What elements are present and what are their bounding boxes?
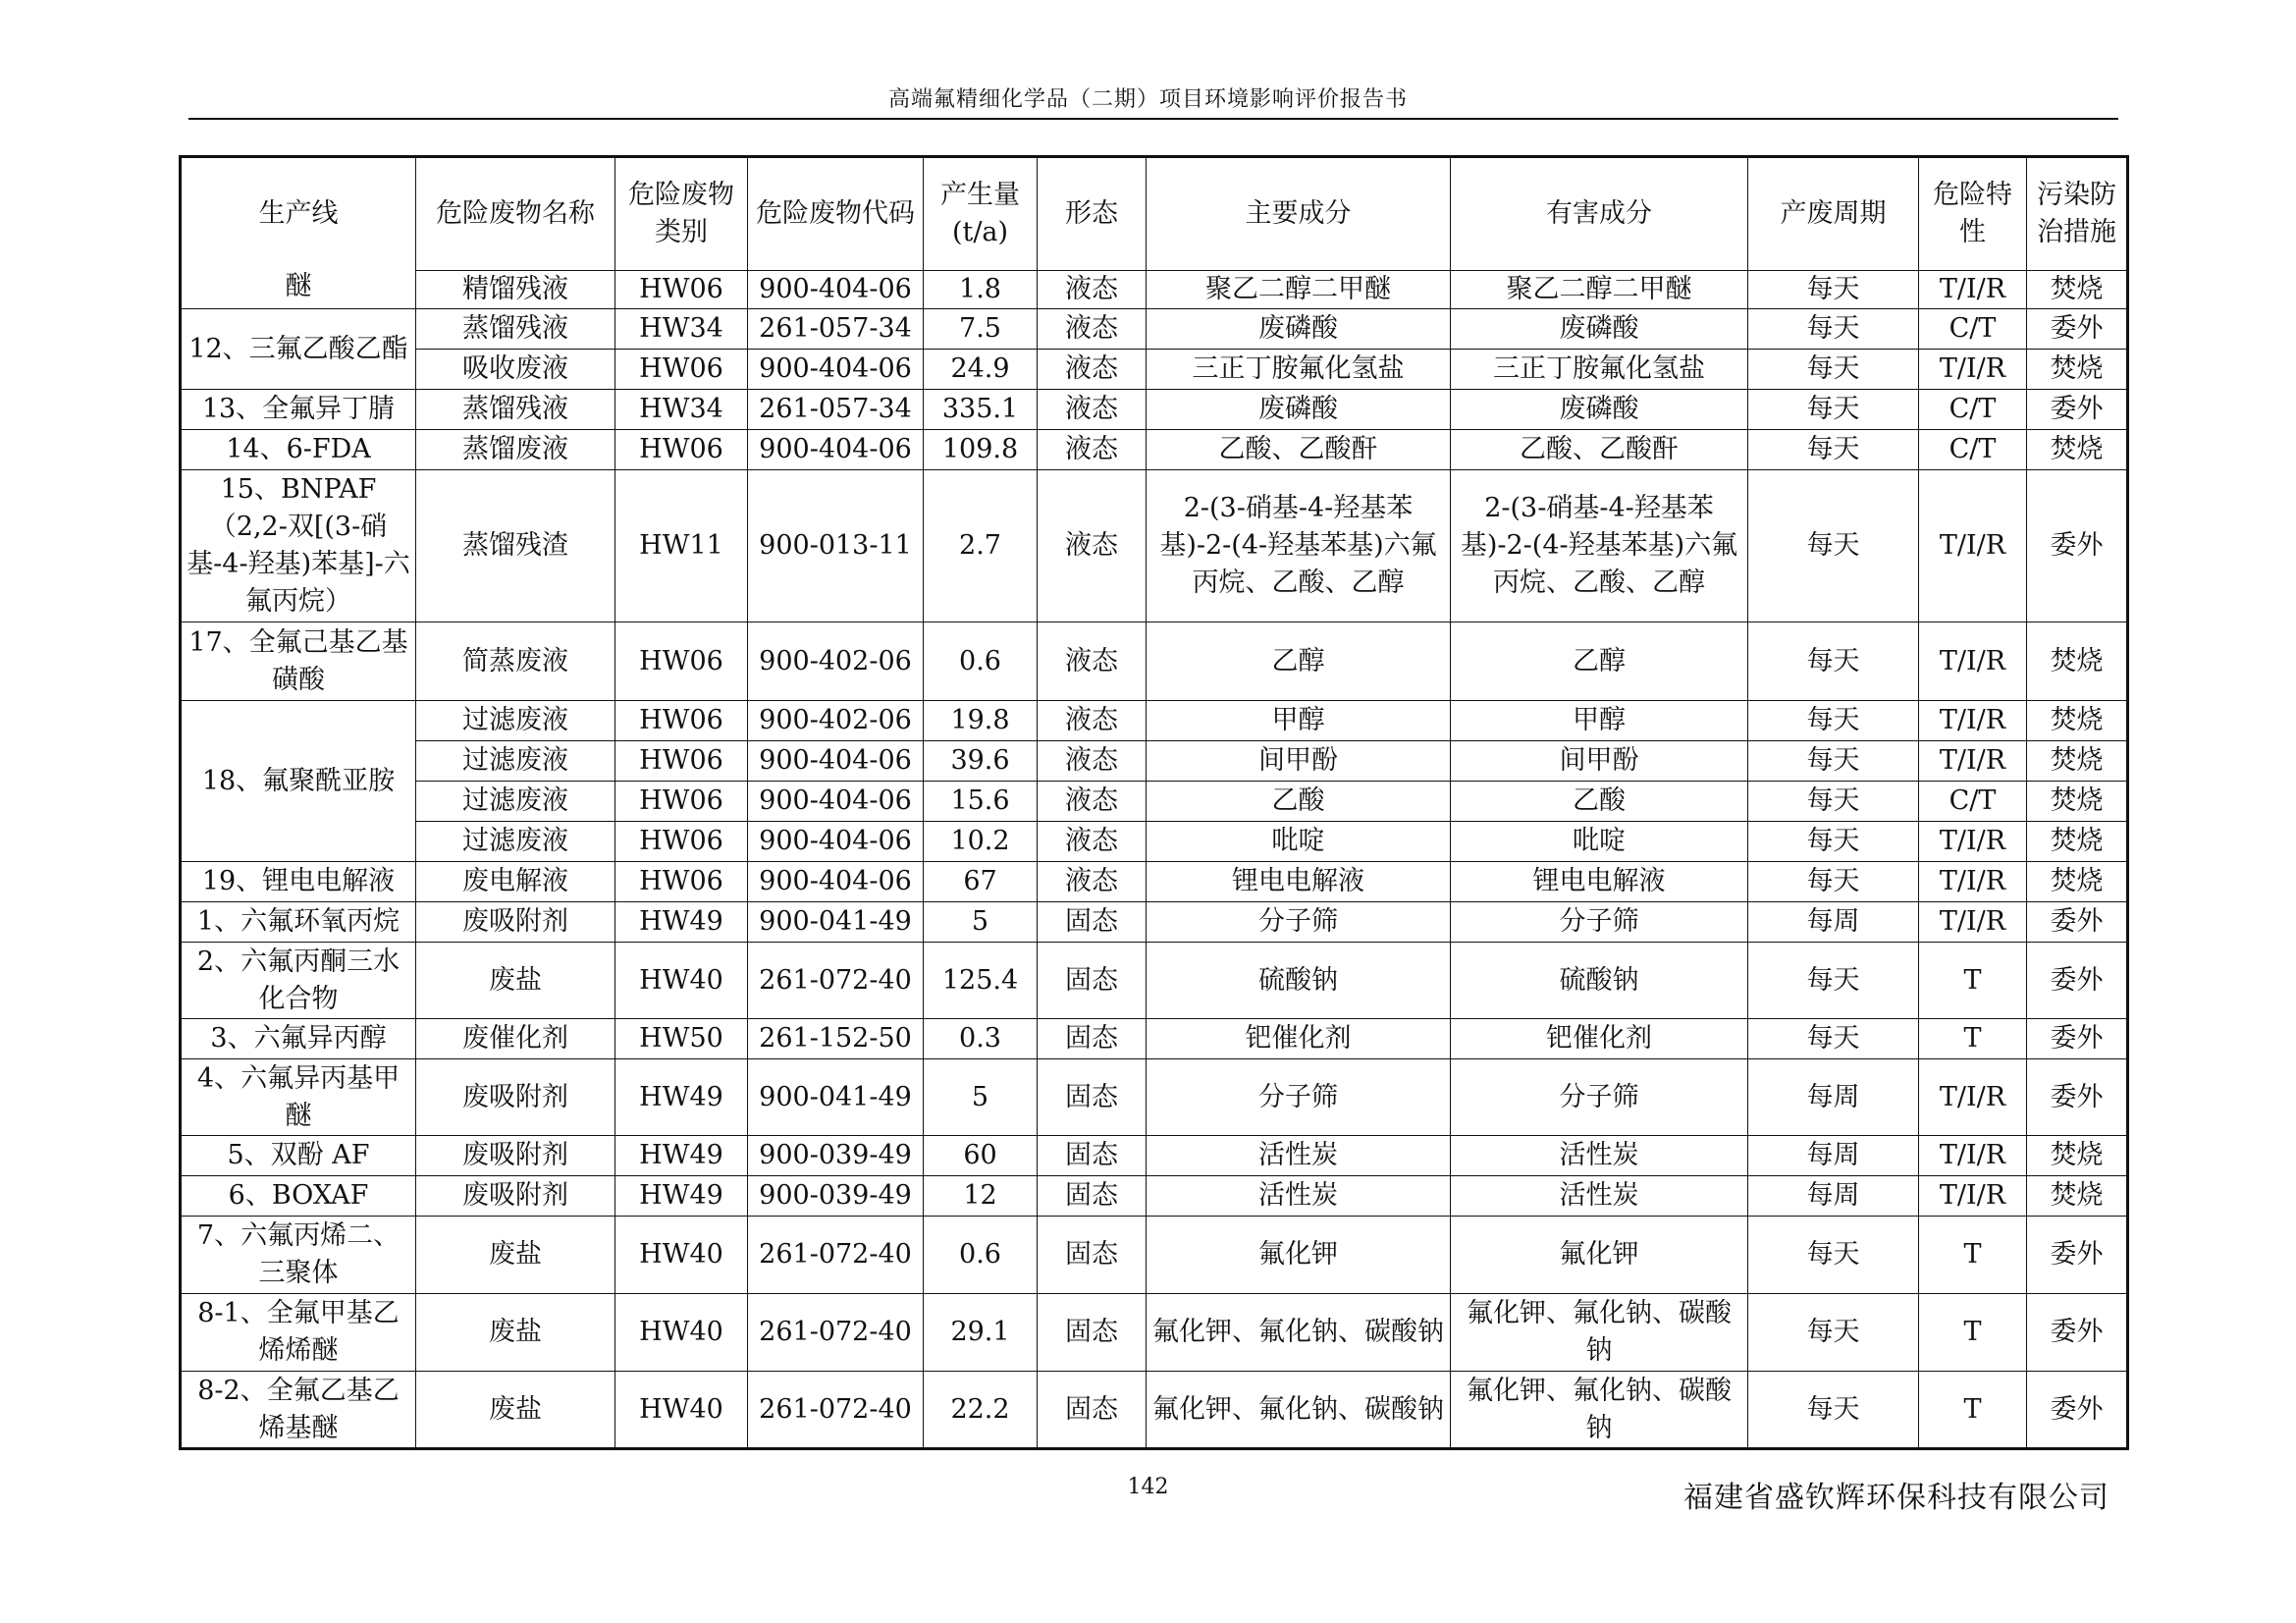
cell-hazard: T bbox=[1919, 943, 2027, 1019]
cell-name: 过滤废液 bbox=[416, 782, 615, 822]
cell-name: 蒸馏废液 bbox=[416, 430, 615, 470]
cell-hazard: T/I/R bbox=[1919, 741, 2027, 782]
table-row bbox=[181, 701, 2128, 741]
cell-harm: 乙醇 bbox=[1451, 622, 1748, 701]
cell-state: 液态 bbox=[1038, 862, 1147, 902]
cell-harm: 聚乙二醇二甲醚 bbox=[1451, 271, 1748, 309]
cell-hazard: T/I/R bbox=[1919, 1136, 2027, 1176]
cell-period: 每天 bbox=[1748, 430, 1919, 470]
cell-code: 900-039-49 bbox=[748, 1176, 924, 1217]
cell-code: 900-402-06 bbox=[748, 622, 924, 701]
cell-measure: 委外 bbox=[2027, 309, 2128, 350]
cell-period: 每天 bbox=[1748, 470, 1919, 622]
cell-qty: 5 bbox=[924, 902, 1038, 943]
cell-measure: 焚烧 bbox=[2027, 622, 2128, 701]
cell-name: 废吸附剂 bbox=[416, 1136, 615, 1176]
cell-type: HW06 bbox=[615, 862, 748, 902]
cell-type: HW06 bbox=[615, 350, 748, 390]
cell-main: 分子筛 bbox=[1147, 902, 1451, 943]
cell-code: 261-072-40 bbox=[748, 1217, 924, 1294]
cell-measure: 委外 bbox=[2027, 390, 2128, 430]
cell-hazard: C/T bbox=[1919, 390, 2027, 430]
cell-qty: 29.1 bbox=[924, 1294, 1038, 1372]
cell-code: 900-039-49 bbox=[748, 1136, 924, 1176]
cell-period: 每天 bbox=[1748, 1217, 1919, 1294]
cell-state: 液态 bbox=[1038, 470, 1147, 622]
cell-harm: 吡啶 bbox=[1451, 822, 1748, 862]
cell-period: 每天 bbox=[1748, 309, 1919, 350]
table-row bbox=[181, 741, 2128, 782]
cell-line: 8-2、全氟乙基乙烯基醚 bbox=[181, 1372, 416, 1449]
table-row bbox=[181, 309, 2128, 350]
cell-measure: 委外 bbox=[2027, 1059, 2128, 1136]
cell-harm: 分子筛 bbox=[1451, 902, 1748, 943]
cell-hazard: T/I/R bbox=[1919, 271, 2027, 309]
cell-qty: 60 bbox=[924, 1136, 1038, 1176]
table-row bbox=[181, 862, 2128, 902]
cell-qty: 1.8 bbox=[924, 271, 1038, 309]
header-type: 危险废物类别 bbox=[615, 157, 748, 271]
cell-name: 废盐 bbox=[416, 943, 615, 1019]
cell-main: 氟化钾、氟化钠、碳酸钠 bbox=[1147, 1294, 1451, 1372]
cell-qty: 0.6 bbox=[924, 622, 1038, 701]
cell-hazard: C/T bbox=[1919, 309, 2027, 350]
cell-harm: 三正丁胺氟化氢盐 bbox=[1451, 350, 1748, 390]
cell-type: HW06 bbox=[615, 622, 748, 701]
cell-name: 吸收废液 bbox=[416, 350, 615, 390]
cell-hazard: T/I/R bbox=[1919, 701, 2027, 741]
cell-harm: 氟化钾、氟化钠、碳酸钠 bbox=[1451, 1294, 1748, 1372]
cell-hazard: T/I/R bbox=[1919, 1059, 2027, 1136]
cell-hazard: C/T bbox=[1919, 430, 2027, 470]
table-row bbox=[181, 782, 2128, 822]
cell-type: HW34 bbox=[615, 309, 748, 350]
cell-name: 蒸馏残液 bbox=[416, 390, 615, 430]
cell-measure: 委外 bbox=[2027, 470, 2128, 622]
header-main: 主要成分 bbox=[1147, 157, 1451, 271]
cell-qty: 335.1 bbox=[924, 390, 1038, 430]
cell-type: HW49 bbox=[615, 1059, 748, 1136]
cell-type: HW06 bbox=[615, 782, 748, 822]
cell-code: 900-404-06 bbox=[748, 430, 924, 470]
cell-state: 固态 bbox=[1038, 902, 1147, 943]
cell-type: HW40 bbox=[615, 1372, 748, 1449]
cell-main: 乙酸、乙酸酐 bbox=[1147, 430, 1451, 470]
cell-period: 每天 bbox=[1748, 1372, 1919, 1449]
cell-harm: 活性炭 bbox=[1451, 1136, 1748, 1176]
table-row bbox=[181, 1372, 2128, 1449]
cell-hazard: T/I/R bbox=[1919, 470, 2027, 622]
header-line: 生产线 bbox=[258, 198, 339, 229]
cell-name: 蒸馏残渣 bbox=[416, 470, 615, 622]
cell-period: 每天 bbox=[1748, 271, 1919, 309]
cell-main: 钯催化剂 bbox=[1147, 1019, 1451, 1059]
cell-line: 19、锂电电解液 bbox=[181, 862, 416, 902]
cell-measure: 委外 bbox=[2027, 1372, 2128, 1449]
cell-period: 每周 bbox=[1748, 1059, 1919, 1136]
cell-main: 锂电电解液 bbox=[1147, 862, 1451, 902]
cell-hazard: T/I/R bbox=[1919, 822, 2027, 862]
cell-main: 间甲酚 bbox=[1147, 741, 1451, 782]
cell-period: 每天 bbox=[1748, 622, 1919, 701]
cell-main: 分子筛 bbox=[1147, 1059, 1451, 1136]
cell-main: 氟化钾 bbox=[1147, 1217, 1451, 1294]
cell-qty: 22.2 bbox=[924, 1372, 1038, 1449]
header-period: 产废周期 bbox=[1748, 157, 1919, 271]
cell-harm: 分子筛 bbox=[1451, 1059, 1748, 1136]
cell-name: 精馏残液 bbox=[416, 271, 615, 309]
cell-name: 简蒸废液 bbox=[416, 622, 615, 701]
cell-hazard: T bbox=[1919, 1019, 2027, 1059]
cell-harm: 氟化钾 bbox=[1451, 1217, 1748, 1294]
cell-line: 14、6-FDA bbox=[181, 430, 416, 470]
cell-period: 每天 bbox=[1748, 822, 1919, 862]
cell-code: 261-072-40 bbox=[748, 943, 924, 1019]
header-line-cell bbox=[181, 157, 416, 309]
row-line-continued: 醚 bbox=[285, 271, 312, 301]
cell-name: 废吸附剂 bbox=[416, 1059, 615, 1136]
hazardous-waste-table bbox=[179, 155, 2129, 1450]
cell-state: 固态 bbox=[1038, 1176, 1147, 1217]
cell-period: 每周 bbox=[1748, 1136, 1919, 1176]
cell-name: 蒸馏残液 bbox=[416, 309, 615, 350]
cell-name: 废电解液 bbox=[416, 862, 615, 902]
cell-hazard: T/I/R bbox=[1919, 902, 2027, 943]
cell-harm: 2-(3-硝基-4-羟基苯基)-2-(4-羟基苯基)六氟丙烷、乙酸、乙醇 bbox=[1451, 470, 1748, 622]
cell-line: 4、六氟异丙基甲醚 bbox=[181, 1059, 416, 1136]
table-row bbox=[181, 1176, 2128, 1217]
cell-line: 6、BOXAF bbox=[181, 1176, 416, 1217]
cell-type: HW06 bbox=[615, 701, 748, 741]
cell-line: 15、BNPAF（2,2-双[(3-硝基-4-羟基)苯基]-六氟丙烷） bbox=[181, 470, 416, 622]
cell-qty: 0.3 bbox=[924, 1019, 1038, 1059]
cell-state: 固态 bbox=[1038, 943, 1147, 1019]
cell-measure: 委外 bbox=[2027, 1217, 2128, 1294]
cell-line: 17、全氟己基乙基磺酸 bbox=[181, 622, 416, 701]
table-row bbox=[181, 622, 2128, 701]
cell-harm: 活性炭 bbox=[1451, 1176, 1748, 1217]
cell-qty: 109.8 bbox=[924, 430, 1038, 470]
cell-code: 900-402-06 bbox=[748, 701, 924, 741]
cell-type: HW06 bbox=[615, 271, 748, 309]
cell-measure: 焚烧 bbox=[2027, 701, 2128, 741]
cell-name: 废盐 bbox=[416, 1372, 615, 1449]
cell-qty: 15.6 bbox=[924, 782, 1038, 822]
cell-type: HW49 bbox=[615, 1176, 748, 1217]
cell-qty: 2.7 bbox=[924, 470, 1038, 622]
cell-period: 每天 bbox=[1748, 862, 1919, 902]
cell-period: 每天 bbox=[1748, 1019, 1919, 1059]
cell-state: 液态 bbox=[1038, 350, 1147, 390]
cell-type: HW11 bbox=[615, 470, 748, 622]
cell-type: HW49 bbox=[615, 902, 748, 943]
cell-name: 废催化剂 bbox=[416, 1019, 615, 1059]
cell-measure: 焚烧 bbox=[2027, 782, 2128, 822]
cell-state: 固态 bbox=[1038, 1136, 1147, 1176]
cell-code: 261-072-40 bbox=[748, 1294, 924, 1372]
cell-code: 261-072-40 bbox=[748, 1372, 924, 1449]
cell-measure: 焚烧 bbox=[2027, 741, 2128, 782]
header-code: 危险废物代码 bbox=[748, 157, 924, 271]
cell-type: HW34 bbox=[615, 390, 748, 430]
cell-code: 900-404-06 bbox=[748, 350, 924, 390]
cell-measure: 委外 bbox=[2027, 902, 2128, 943]
page-number: 142 bbox=[1127, 1475, 1169, 1499]
cell-state: 液态 bbox=[1038, 701, 1147, 741]
cell-line: 18、氟聚酰亚胺 bbox=[181, 701, 416, 862]
cell-period: 每天 bbox=[1748, 390, 1919, 430]
cell-harm: 废磷酸 bbox=[1451, 309, 1748, 350]
cell-measure: 焚烧 bbox=[2027, 862, 2128, 902]
table-row bbox=[181, 902, 2128, 943]
cell-qty: 67 bbox=[924, 862, 1038, 902]
cell-measure: 委外 bbox=[2027, 943, 2128, 1019]
cell-measure: 委外 bbox=[2027, 1294, 2128, 1372]
cell-line: 1、六氟环氧丙烷 bbox=[181, 902, 416, 943]
cell-qty: 0.6 bbox=[924, 1217, 1038, 1294]
cell-line: 5、双酚 AF bbox=[181, 1136, 416, 1176]
cell-state: 液态 bbox=[1038, 622, 1147, 701]
cell-line: 8-1、全氟甲基乙烯烯醚 bbox=[181, 1294, 416, 1372]
table-row bbox=[181, 470, 2128, 622]
cell-main: 乙醇 bbox=[1147, 622, 1451, 701]
cell-name: 过滤废液 bbox=[416, 822, 615, 862]
cell-type: HW40 bbox=[615, 1217, 748, 1294]
cell-harm: 甲醇 bbox=[1451, 701, 1748, 741]
cell-qty: 7.5 bbox=[924, 309, 1038, 350]
cell-line: 12、三氟乙酸乙酯 bbox=[181, 309, 416, 390]
cell-period: 每天 bbox=[1748, 1294, 1919, 1372]
cell-code: 261-057-34 bbox=[748, 390, 924, 430]
cell-period: 每天 bbox=[1748, 701, 1919, 741]
cell-type: HW49 bbox=[615, 1136, 748, 1176]
cell-period: 每天 bbox=[1748, 741, 1919, 782]
table-header-row bbox=[181, 157, 2128, 271]
header-harm: 有害成分 bbox=[1451, 157, 1748, 271]
cell-measure: 焚烧 bbox=[2027, 1176, 2128, 1217]
cell-code: 900-041-49 bbox=[748, 1059, 924, 1136]
cell-main: 甲醇 bbox=[1147, 701, 1451, 741]
table-row bbox=[181, 390, 2128, 430]
cell-measure: 焚烧 bbox=[2027, 271, 2128, 309]
cell-state: 固态 bbox=[1038, 1019, 1147, 1059]
cell-main: 硫酸钠 bbox=[1147, 943, 1451, 1019]
cell-main: 废磷酸 bbox=[1147, 390, 1451, 430]
table-row bbox=[181, 430, 2128, 470]
cell-qty: 39.6 bbox=[924, 741, 1038, 782]
cell-harm: 乙酸、乙酸酐 bbox=[1451, 430, 1748, 470]
table-row bbox=[181, 1217, 2128, 1294]
cell-type: HW40 bbox=[615, 1294, 748, 1372]
cell-state: 液态 bbox=[1038, 822, 1147, 862]
cell-hazard: T/I/R bbox=[1919, 350, 2027, 390]
table-row bbox=[181, 350, 2128, 390]
cell-measure: 焚烧 bbox=[2027, 1136, 2128, 1176]
cell-main: 聚乙二醇二甲醚 bbox=[1147, 271, 1451, 309]
cell-main: 乙酸 bbox=[1147, 782, 1451, 822]
cell-name: 过滤废液 bbox=[416, 741, 615, 782]
cell-line: 7、六氟丙烯二、三聚体 bbox=[181, 1217, 416, 1294]
table-row bbox=[181, 822, 2128, 862]
cell-main: 2-(3-硝基-4-羟基苯基)-2-(4-羟基苯基)六氟丙烷、乙酸、乙醇 bbox=[1147, 470, 1451, 622]
header-measure: 污染防治措施 bbox=[2027, 157, 2128, 271]
cell-type: HW06 bbox=[615, 430, 748, 470]
header-state: 形态 bbox=[1038, 157, 1147, 271]
cell-code: 261-152-50 bbox=[748, 1019, 924, 1059]
cell-state: 固态 bbox=[1038, 1372, 1147, 1449]
table-row bbox=[181, 1136, 2128, 1176]
header-hazard: 危险特性 bbox=[1919, 157, 2027, 271]
cell-code: 261-057-34 bbox=[748, 309, 924, 350]
cell-main: 废磷酸 bbox=[1147, 309, 1451, 350]
cell-hazard: C/T bbox=[1919, 782, 2027, 822]
cell-name: 过滤废液 bbox=[416, 701, 615, 741]
cell-qty: 125.4 bbox=[924, 943, 1038, 1019]
cell-name: 废盐 bbox=[416, 1217, 615, 1294]
cell-line: 3、六氟异丙醇 bbox=[181, 1019, 416, 1059]
cell-harm: 废磷酸 bbox=[1451, 390, 1748, 430]
cell-main: 三正丁胺氟化氢盐 bbox=[1147, 350, 1451, 390]
cell-code: 900-404-06 bbox=[748, 782, 924, 822]
table-row bbox=[181, 271, 2128, 309]
table-row bbox=[181, 943, 2128, 1019]
cell-harm: 氟化钾、氟化钠、碳酸钠 bbox=[1451, 1372, 1748, 1449]
cell-qty: 5 bbox=[924, 1059, 1038, 1136]
cell-line: 13、全氟异丁腈 bbox=[181, 390, 416, 430]
cell-state: 固态 bbox=[1038, 1217, 1147, 1294]
cell-name: 废盐 bbox=[416, 1294, 615, 1372]
cell-hazard: T bbox=[1919, 1217, 2027, 1294]
cell-harm: 钯催化剂 bbox=[1451, 1019, 1748, 1059]
cell-main: 活性炭 bbox=[1147, 1136, 1451, 1176]
cell-state: 液态 bbox=[1038, 741, 1147, 782]
cell-harm: 间甲酚 bbox=[1451, 741, 1748, 782]
cell-code: 900-013-11 bbox=[748, 470, 924, 622]
cell-harm: 硫酸钠 bbox=[1451, 943, 1748, 1019]
cell-state: 固态 bbox=[1038, 1059, 1147, 1136]
cell-main: 活性炭 bbox=[1147, 1176, 1451, 1217]
cell-period: 每周 bbox=[1748, 902, 1919, 943]
cell-measure: 委外 bbox=[2027, 1019, 2128, 1059]
cell-type: HW40 bbox=[615, 943, 748, 1019]
cell-period: 每天 bbox=[1748, 943, 1919, 1019]
table-row bbox=[181, 1294, 2128, 1372]
header-divider bbox=[188, 118, 2118, 120]
header-name: 危险废物名称 bbox=[416, 157, 615, 271]
cell-code: 900-404-06 bbox=[748, 271, 924, 309]
cell-name: 废吸附剂 bbox=[416, 1176, 615, 1217]
cell-hazard: T bbox=[1919, 1294, 2027, 1372]
cell-hazard: T bbox=[1919, 1372, 2027, 1449]
cell-measure: 焚烧 bbox=[2027, 350, 2128, 390]
cell-type: HW50 bbox=[615, 1019, 748, 1059]
cell-state: 液态 bbox=[1038, 271, 1147, 309]
cell-code: 900-404-06 bbox=[748, 822, 924, 862]
cell-state: 液态 bbox=[1038, 390, 1147, 430]
table-row bbox=[181, 1059, 2128, 1136]
cell-measure: 焚烧 bbox=[2027, 822, 2128, 862]
cell-qty: 12 bbox=[924, 1176, 1038, 1217]
cell-state: 固态 bbox=[1038, 1294, 1147, 1372]
cell-state: 液态 bbox=[1038, 782, 1147, 822]
cell-code: 900-404-06 bbox=[748, 862, 924, 902]
page-header-title: 高端氟精细化学品（二期）项目环境影响评价报告书 bbox=[887, 87, 1408, 112]
cell-qty: 19.8 bbox=[924, 701, 1038, 741]
cell-main: 氟化钾、氟化钠、碳酸钠 bbox=[1147, 1372, 1451, 1449]
cell-period: 每天 bbox=[1748, 782, 1919, 822]
cell-hazard: T/I/R bbox=[1919, 1176, 2027, 1217]
cell-state: 液态 bbox=[1038, 309, 1147, 350]
cell-hazard: T/I/R bbox=[1919, 622, 2027, 701]
cell-hazard: T/I/R bbox=[1919, 862, 2027, 902]
cell-state: 液态 bbox=[1038, 430, 1147, 470]
cell-harm: 乙酸 bbox=[1451, 782, 1748, 822]
cell-code: 900-041-49 bbox=[748, 902, 924, 943]
header-qty: 产生量(t/a) bbox=[924, 157, 1038, 271]
cell-period: 每周 bbox=[1748, 1176, 1919, 1217]
company-name: 福建省盛钦辉环保科技有限公司 bbox=[1683, 1481, 2109, 1515]
cell-type: HW06 bbox=[615, 822, 748, 862]
cell-code: 900-404-06 bbox=[748, 741, 924, 782]
cell-qty: 10.2 bbox=[924, 822, 1038, 862]
cell-harm: 锂电电解液 bbox=[1451, 862, 1748, 902]
cell-qty: 24.9 bbox=[924, 350, 1038, 390]
cell-measure: 焚烧 bbox=[2027, 430, 2128, 470]
cell-period: 每天 bbox=[1748, 350, 1919, 390]
table-row bbox=[181, 1019, 2128, 1059]
cell-type: HW06 bbox=[615, 741, 748, 782]
cell-name: 废吸附剂 bbox=[416, 902, 615, 943]
cell-line: 2、六氟丙酮三水化合物 bbox=[181, 943, 416, 1019]
cell-main: 吡啶 bbox=[1147, 822, 1451, 862]
